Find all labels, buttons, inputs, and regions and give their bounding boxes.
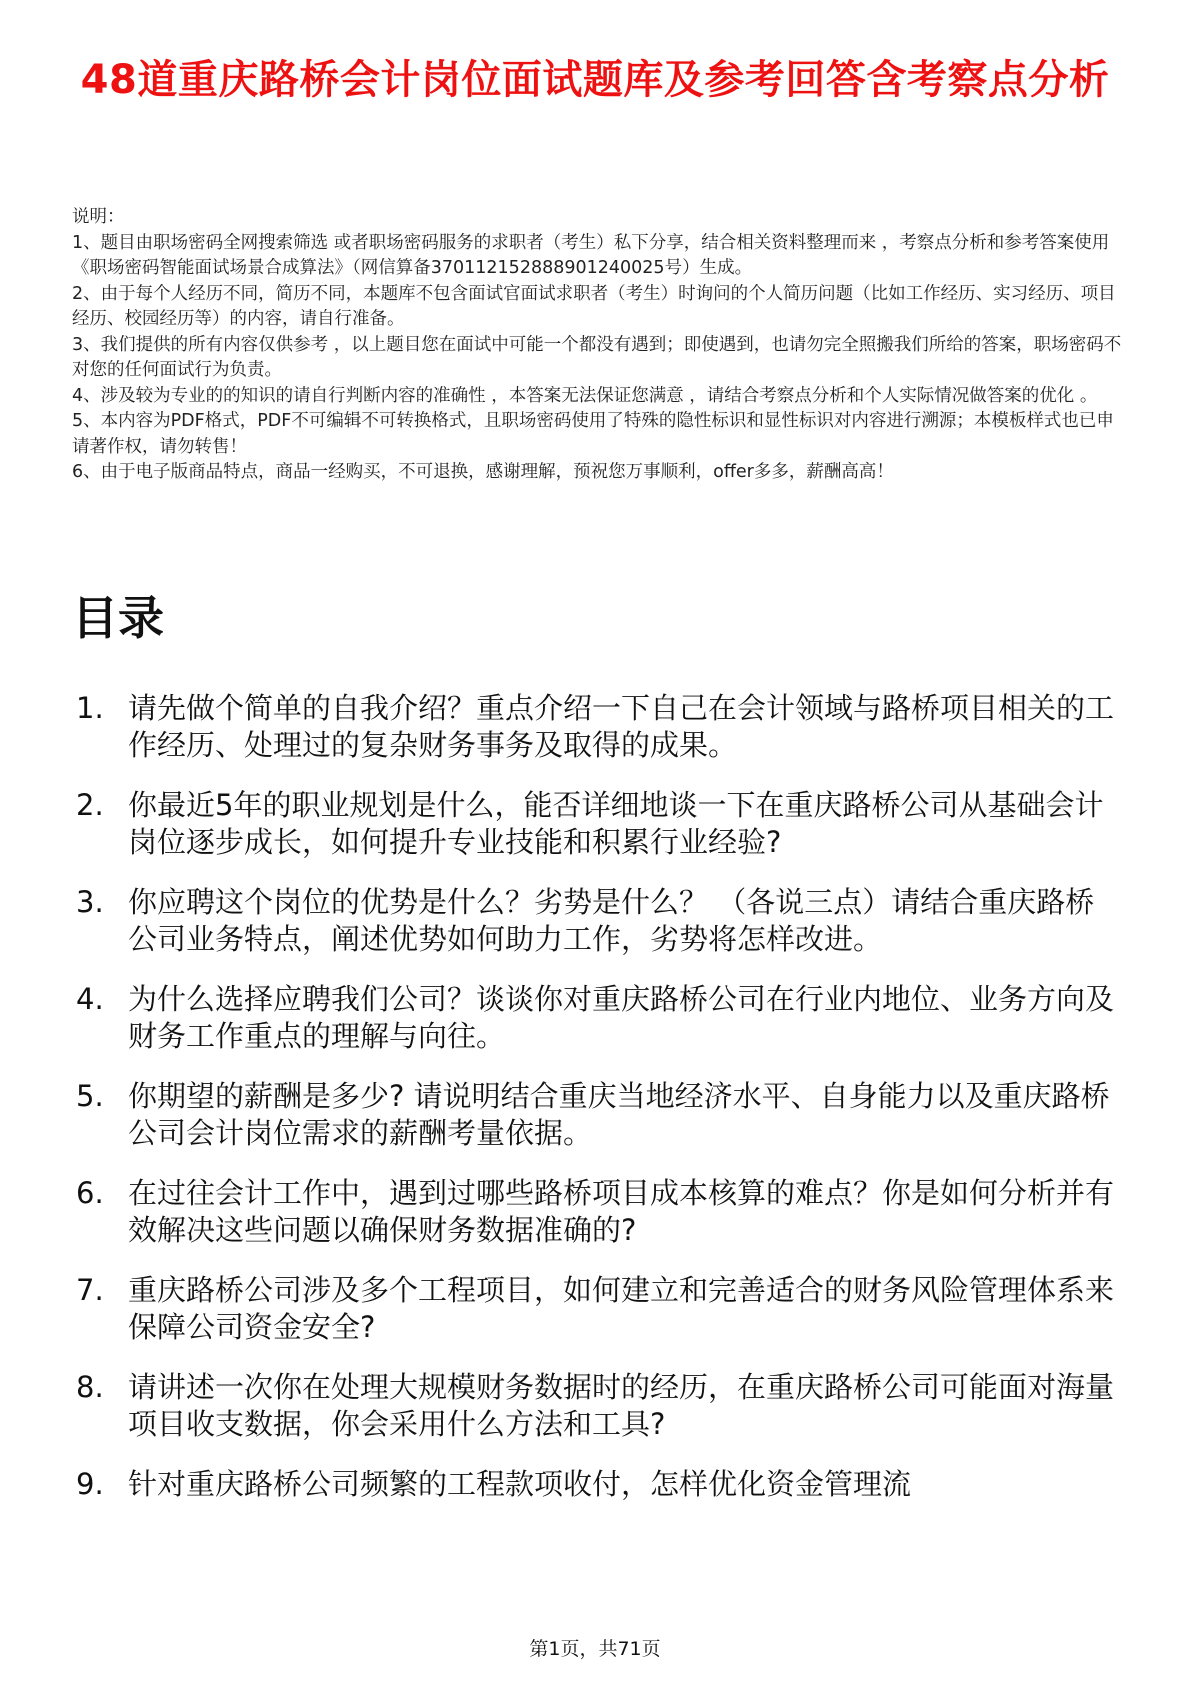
toc-item[interactable] [72, 1175, 1122, 1249]
toc-item-text: 为什么选择应聘我们公司？谈谈你对重庆路桥公司在行业内地位、业务方向及财务工作重点的理解与向往。 [128, 982, 1115, 1053]
toc-item[interactable] [72, 690, 1122, 764]
toc-item-number: 2. [76, 788, 104, 822]
toc-item-text: 你应聘这个岗位的优势是什么？劣势是什么？ （各说三点）请结合重庆路桥公司业务特点，阐述优势如何助力工作，劣势将怎样改进。 [128, 885, 1095, 956]
toc-item[interactable] [72, 884, 1122, 958]
document-title: 48道重庆路桥会计岗位面试题库及参考回答含考察点分析 [80, 57, 1110, 103]
note-item: 5、本内容为PDF格式，PDF不可编辑不可转换格式，且职场密码使用了特殊的隐性标识和显性标识对内容进行溯源；本模板样式也已申请著作权，请勿转售！ [72, 411, 1114, 457]
notes-heading: 说明： [72, 207, 125, 227]
toc-item-number: 9. [76, 1467, 104, 1501]
note-item: 2、由于每个人经历不同，简历不同，本题库不包含面试官面试求职者（考生）时询问的个人简历问题（比如工作经历、实习经历、项目经历、校园经历等）的内容，请自行准备。 [72, 283, 1116, 329]
toc-item-text: 你期望的薪酬是多少? 请说明结合重庆当地经济水平、自身能力以及重庆路桥公司会计岗位需求的薪酬考量依据。 [128, 1079, 1110, 1150]
toc-item-number: 4. [76, 982, 104, 1016]
toc-item-text: 请先做个简单的自我介绍？重点介绍一下自己在会计领域与路桥项目相关的工作经历、处理过的复杂财务事务及取得的成果。 [128, 691, 1115, 762]
toc-item-number: 5. [76, 1079, 104, 1113]
toc-item[interactable] [72, 1078, 1122, 1152]
toc-item-number: 3. [76, 885, 104, 919]
toc-heading: 目录 [72, 591, 164, 645]
toc-item[interactable] [72, 1272, 1122, 1346]
toc-item-text: 重庆路桥公司涉及多个工程项目，如何建立和完善适合的财务风险管理体系来保障公司资金安全? [128, 1273, 1115, 1344]
note-item: 3、我们提供的所有内容仅供参考 ，以上题目您在面试中可能一个都没有遇到；即使遇到，也请勿完全照搬我们所给的答案，职场密码不对您的任何面试行为负责。 [72, 334, 1122, 380]
notes-section [72, 205, 1122, 486]
toc-item-text: 请讲述一次你在处理大规模财务数据时的经历，在重庆路桥公司可能面对海量项目收支数据，你会采用什么方法和工具? [128, 1370, 1115, 1441]
toc-item[interactable] [72, 1369, 1122, 1443]
toc-item-number: 6. [76, 1176, 104, 1210]
toc-item-number: 1. [76, 691, 104, 725]
toc-list [72, 690, 1122, 1526]
toc-item-number: 7. [76, 1273, 104, 1307]
note-item: 6、由于电子版商品特点，商品一经购买，不可退换，感谢理解，预祝您万事顺利，offer多多，薪酬高高！ [72, 462, 894, 482]
toc-item-text: 你最近5年的职业规划是什么，能否详细地谈一下在重庆路桥公司从基础会计岗位逐步成长，如何提升专业技能和积累行业经验? [128, 788, 1104, 859]
toc-item-text: 在过往会计工作中，遇到过哪些路桥项目成本核算的难点？你是如何分析并有效解决这些问题以确保财务数据准确的? [128, 1176, 1115, 1247]
toc-item[interactable] [72, 787, 1122, 861]
note-item: 4、涉及较为专业的的知识的请自行判断内容的准确性 ，本答案无法保证您满意 ，请结合考察点分析和个人实际情况做答案的优化 。 [72, 385, 1098, 406]
page-footer: 第1页，共71页 [529, 1638, 661, 1660]
toc-item-text: 针对重庆路桥公司频繁的工程款项收付，怎样优化资金管理流 [128, 1467, 912, 1501]
toc-item[interactable] [72, 981, 1122, 1055]
note-item: 1、题目由职场密码全网搜索筛选 或者职场密码服务的求职者（考生）私下分享，结合相关资料整理而来 ，考察点分析和参考答案使用《职场密码智能面试场景合成算法》（网信算备370112152888901240025号）生成。 [72, 232, 1110, 278]
toc-item-number: 8. [76, 1370, 104, 1404]
toc-item[interactable] [72, 1466, 1122, 1503]
